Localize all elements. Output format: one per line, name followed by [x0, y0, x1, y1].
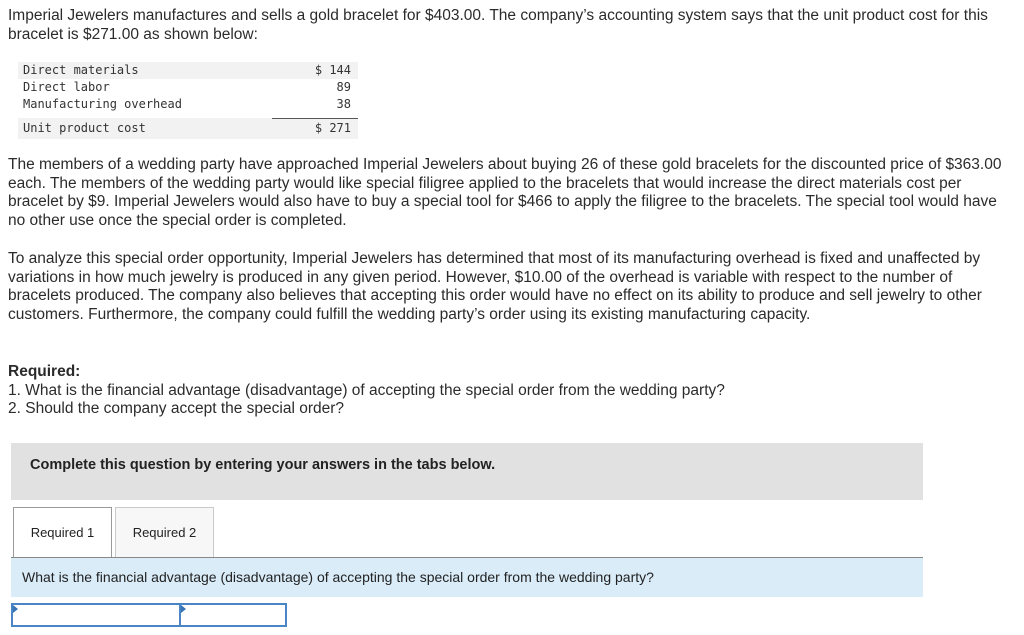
dropdown-marker-icon [13, 605, 18, 613]
instruction-text: Complete this question by entering your answers in the tabs below. [30, 457, 496, 473]
total-label: Unit product cost [23, 121, 146, 135]
unit-cost-table [18, 62, 358, 139]
row-amount: 89 [336, 80, 351, 94]
tab-label: Required 1 [30, 525, 95, 540]
row-label: Direct labor [23, 80, 110, 94]
table-row [18, 79, 358, 96]
required-title: Required: [8, 363, 81, 380]
question-text: What is the financial advantage (disadvantage) of accepting the special order from the wedding party? [22, 569, 654, 585]
dropdown-marker-icon [181, 605, 186, 613]
instruction-box [11, 443, 923, 500]
analysis-paragraph: To analyze this special order opportunity, Imperial Jewelers has determined that most of its manufacturing overhead is fixed and unaffected by variations in how much jewelry is produced in any given period. However, $10.00 of the overhead is variable with respect to the number of bracelets produced. The company also believes that accepting this order would have no effect on its ability to produce and sell jewelry to other customers. Furthermore, the company could fulfill the wedding party’s order using its existing manufacturing capacity. [8, 250, 982, 323]
answer-amount-input[interactable] [179, 603, 287, 627]
row-amount: $ 144 [314, 63, 351, 77]
intro-paragraph: Imperial Jewelers manufactures and sells a gold bracelet for $403.00. The company’s accounting system says that the unit product cost for this bracelet is $271.00 as shown below: [8, 7, 988, 43]
table-row [18, 62, 358, 79]
required-item-1: 1. What is the financial advantage (disadvantage) of accepting the special order from the wedding party? [8, 381, 725, 399]
required-item-2: 2. Should the company accept the special order? [8, 400, 345, 418]
table-row [18, 96, 358, 113]
tab-required-2[interactable] [115, 507, 214, 558]
answer-label-input[interactable] [11, 603, 181, 627]
question-bar [11, 558, 923, 597]
tab-label: Required 2 [132, 525, 197, 540]
special-order-paragraph: The members of a wedding party have approached Imperial Jewelers about buying 26 of these gold bracelets for the discounted price of $363.00 each. The members of the wedding party would like special filigree applied to the bracelets that would increase the direct materials cost per bracelet by $9. Imperial Jewelers would also have to buy a special tool for $466 to apply the filigree to the bracelets. The special tool would have no other use once the special order is completed. [8, 156, 1002, 229]
required-section [8, 363, 725, 419]
row-label: Direct materials [23, 63, 139, 77]
row-label: Manufacturing overhead [23, 97, 182, 111]
total-amount: $ 271 [314, 121, 351, 135]
total-row [18, 118, 358, 139]
row-amount: 38 [336, 97, 351, 111]
tab-required-1[interactable] [13, 507, 112, 559]
